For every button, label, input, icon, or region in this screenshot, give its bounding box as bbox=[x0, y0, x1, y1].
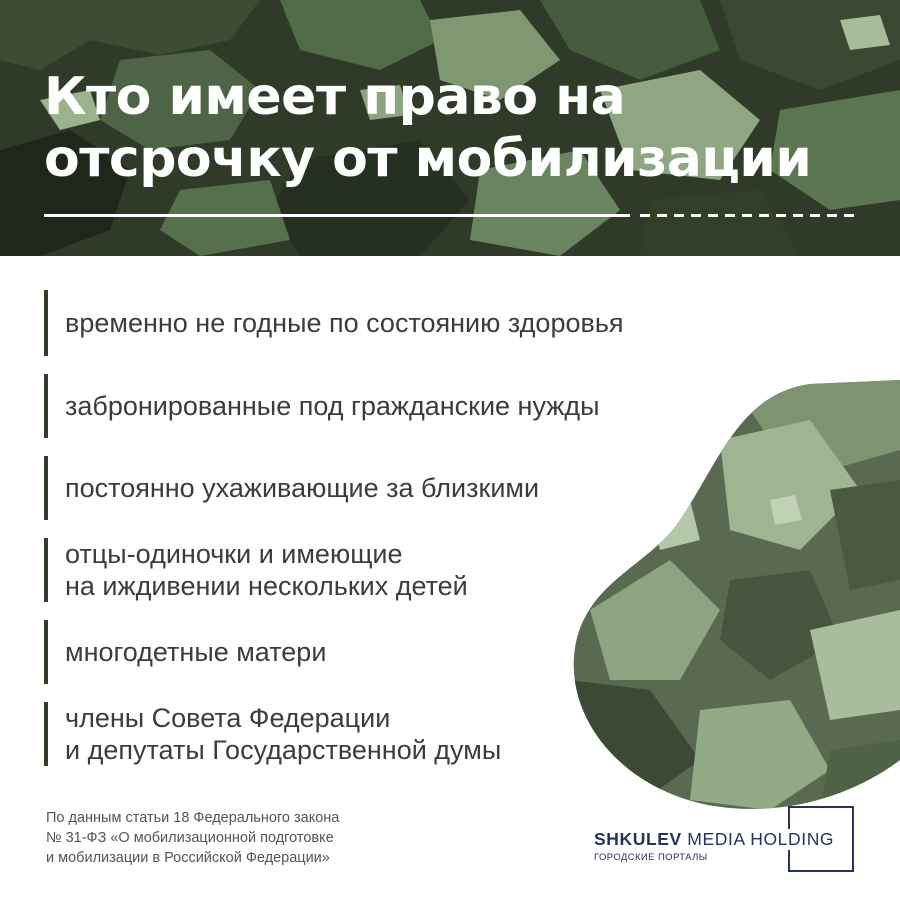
logo-name-bold: SHKULEV bbox=[594, 829, 682, 849]
list-item-text: на иждивении нескольких детей bbox=[65, 571, 468, 601]
logo-name-rest: MEDIA HOLDING bbox=[687, 829, 835, 849]
header-banner bbox=[0, 0, 900, 256]
title-line-1: Кто имеет право на bbox=[44, 67, 626, 127]
list-item bbox=[44, 620, 764, 684]
source-note bbox=[46, 808, 466, 868]
list-item-text: многодетные матери bbox=[65, 637, 327, 667]
list-item-text: забронированные под гражданские нужды bbox=[65, 391, 600, 421]
list-item-text: постоянно ухаживающие за близкими bbox=[65, 473, 540, 503]
list-item bbox=[44, 702, 764, 766]
logo-tagline: ГОРОДСКИЕ ПОРТАЛЫ bbox=[594, 852, 708, 863]
page-title bbox=[44, 66, 884, 190]
title-underline-solid bbox=[44, 214, 630, 217]
list-item-text: отцы-одиночки и имеющие bbox=[65, 539, 403, 569]
list-item-text: и депутаты Государственной думы bbox=[65, 735, 502, 765]
source-line: № 31-ФЗ «О мобилизационной подготовке bbox=[46, 830, 334, 846]
list-item bbox=[44, 456, 764, 520]
list-item bbox=[44, 538, 764, 602]
title-line-2: отсрочку от мобилизации bbox=[44, 129, 812, 189]
list-item bbox=[44, 290, 764, 356]
logo-name bbox=[594, 829, 836, 850]
source-line: и мобилизации в Российской Федерации» bbox=[46, 850, 330, 866]
source-line: По данным статьи 18 Федерального закона bbox=[46, 810, 340, 826]
title-underline-dashed bbox=[640, 214, 854, 217]
publisher-logo bbox=[594, 806, 856, 872]
list-item bbox=[44, 374, 764, 438]
list-item-text: временно не годные по состоянию здоровья bbox=[65, 308, 624, 338]
list-item-text: члены Совета Федерации bbox=[65, 703, 391, 733]
